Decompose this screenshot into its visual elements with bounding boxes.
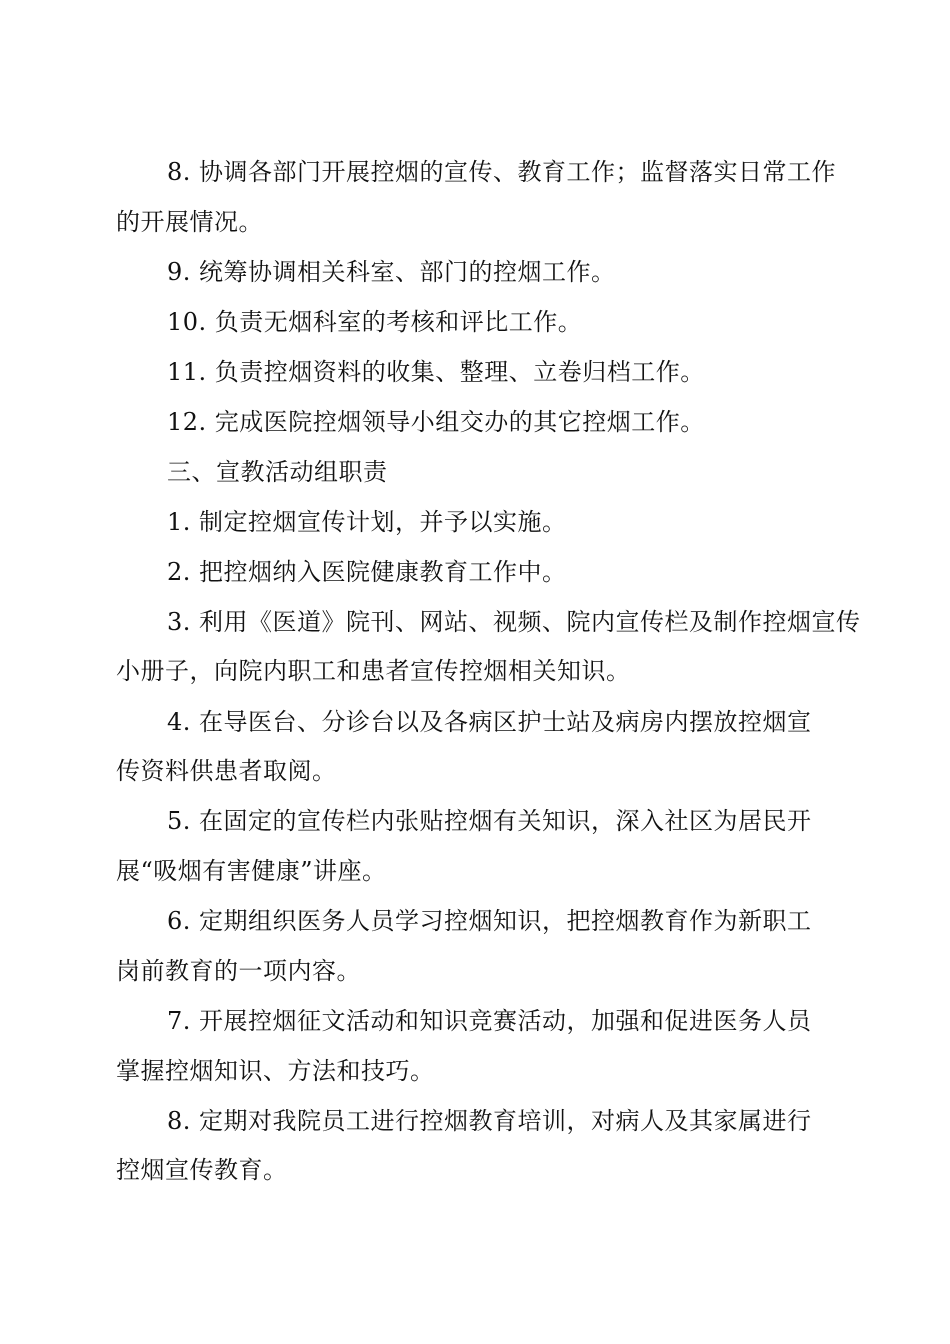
text-line-1: 8. 协调各部门开展控烟的宣传、教育工作；监督落实日常工作	[167, 158, 837, 186]
text-line-16: 6. 定期组织医务人员学习控烟知识，把控烟教育作为新职工	[167, 907, 812, 935]
text-line-21: 控烟宣传教育。	[116, 1156, 288, 1184]
section-heading: 三、宣教活动组职责	[167, 458, 388, 486]
text-line-6: 12. 完成医院控烟领导小组交办的其它控烟工作。	[167, 408, 705, 436]
text-line-4: 10. 负责无烟科室的考核和评比工作。	[167, 308, 583, 336]
text-line-19: 掌握控烟知识、方法和技巧。	[116, 1057, 435, 1085]
text-line-2: 的开展情况。	[116, 208, 263, 236]
text-line-3: 9. 统筹协调相关科室、部门的控烟工作。	[167, 258, 616, 286]
text-line-10: 3. 利用《医道》院刊、网站、视频、院内宣传栏及制作控烟宣传	[167, 608, 861, 636]
text-line-11: 小册子，向院内职工和患者宣传控烟相关知识。	[116, 657, 631, 685]
text-line-9: 2. 把控烟纳入医院健康教育工作中。	[167, 558, 567, 586]
text-line-17: 岗前教育的一项内容。	[116, 957, 361, 985]
text-line-13: 传资料供患者取阅。	[116, 757, 337, 785]
text-line-15: 展“吸烟有害健康”讲座。	[116, 857, 387, 885]
text-line-8: 1. 制定控烟宣传计划，并予以实施。	[167, 508, 567, 536]
text-line-18: 7. 开展控烟征文活动和知识竞赛活动，加强和促进医务人员	[167, 1007, 812, 1035]
text-line-12: 4. 在导医台、分诊台以及各病区护士站及病房内摆放控烟宣	[167, 708, 812, 736]
text-line-20: 8. 定期对我院员工进行控烟教育培训，对病人及其家属进行	[167, 1107, 812, 1135]
text-line-14: 5. 在固定的宣传栏内张贴控烟有关知识，深入社区为居民开	[167, 807, 812, 835]
text-line-5: 11. 负责控烟资料的收集、整理、立卷归档工作。	[167, 358, 705, 386]
